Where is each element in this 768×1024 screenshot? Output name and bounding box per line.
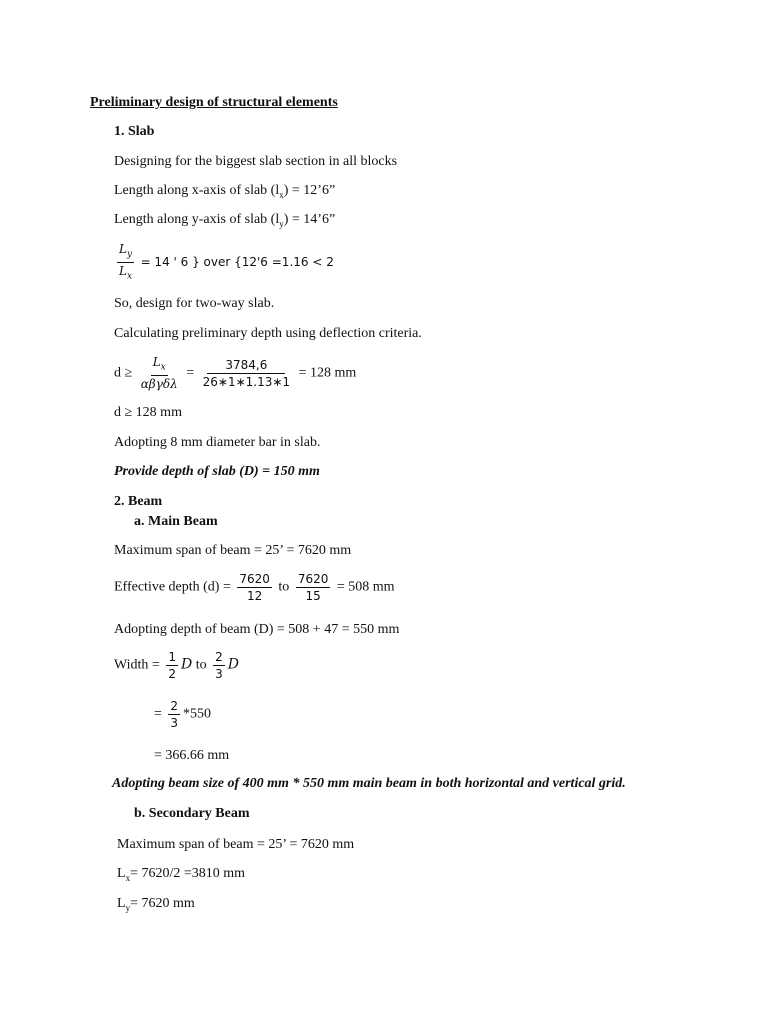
slab-line-bar: Adopting 8 mm diameter bar in slab. [114,435,321,450]
secondary-beam-span: Maximum span of beam = 25’ = 7620 mm [117,837,355,852]
main-beam-width-equation: Width = $\frac{1}{2}$ D to $\frac{2}{3}$ D [114,650,239,681]
section-heading-beam: 2. Beam [114,494,163,509]
main-beam-span: Maximum span of beam = 25’ = 7620 mm [114,543,352,558]
slab-line-length-x: Length along x-axis of slab $(l_x)$ = 12’6” [114,183,336,200]
slab-line-provide-depth: Provide depth of slab (D) = 150 mm [114,464,320,479]
slab-line-designing: Designing for the biggest slab section in all blocks [114,154,398,169]
main-beam-effective-depth: Effective depth (d) = $\frac{7620}{12}$ to $\frac{7620}{15}$ = 508 mm [114,572,395,603]
depth-fraction-symbolic: $\frac{L_x}{\text{αβγδλ}}$ [140,355,178,392]
document-title: Preliminary design of structural elements [90,95,338,110]
fraction-two-thirds: $\frac{2}{3}$ [215,650,223,681]
slab-line-length-y: Length along y-axis of slab $(l_y)$ = 14’6” [114,212,336,229]
subheading-secondary-beam: b. Secondary Beam [134,806,250,821]
main-beam-width-substitution: = $\frac{2}{3}$ *550 [154,699,212,730]
depth-fraction-numeric: $\frac{3784,6}{26∗1∗1.13∗1}$ [202,357,291,389]
fraction-span-12: $\frac{7620}{12}$ [239,572,270,603]
main-beam-depth: Adopting depth of beam (D) = 508 + 47 = 550 mm [114,622,400,637]
fraction-span-15: $\frac{7620}{15}$ [297,572,329,603]
secondary-beam-ly: $L_y= 7620$ mm [117,896,195,913]
secondary-beam-lx: $L_x= 7620/2 =3810$ mm [117,866,246,883]
section-heading-slab: 1. Slab [114,124,155,139]
ratio-fraction: $\frac{L_y}{L_x}$ [119,242,133,282]
fraction-one-half: $\frac{1}{2}$ [168,650,176,681]
ratio-result: = 14 ' 6 } over {12'6 =1.16 < 2 [140,255,334,270]
fraction-two-thirds-sub: $\frac{2}{3}$ [170,699,179,730]
subheading-main-beam: a. Main Beam [134,514,218,529]
slab-depth-equation: d ≥ $\frac{L_x}{\text{αβγδλ}}$ = $\frac{3784,6}{26∗1∗1.13∗1}$ = 128 mm [114,355,357,392]
slab-ratio-equation [114,242,334,284]
slab-line-deflection: Calculating preliminary depth using deflection criteria. [114,326,422,341]
slab-line-depth-min: d ≥ 128 mm [114,405,182,420]
slab-line-two-way: So, design for two-way slab. [114,296,275,311]
main-beam-adopted-size: Adopting beam size of 400 mm * 550 mm main beam in both horizontal and vertical grid. [112,776,626,791]
main-beam-width-result: = 366.66 mm [154,748,230,763]
